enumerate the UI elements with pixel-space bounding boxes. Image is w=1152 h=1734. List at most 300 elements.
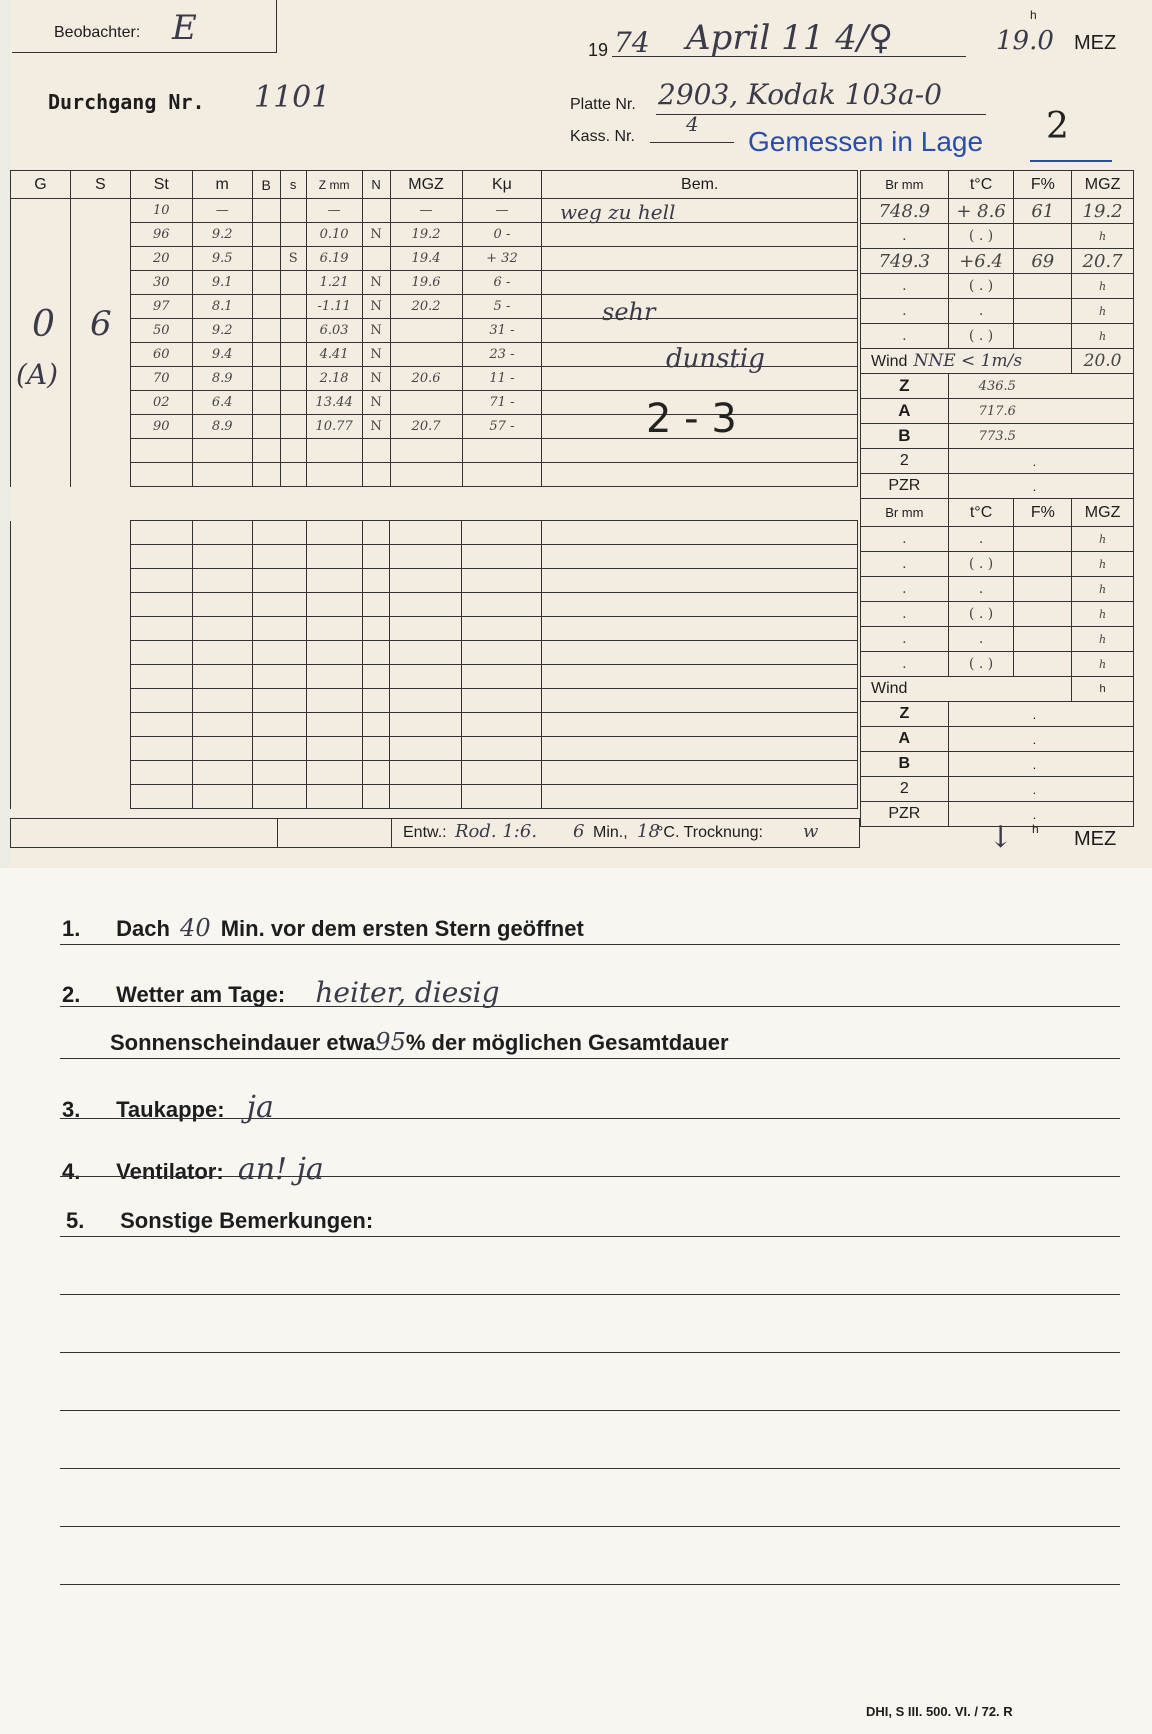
cell-k xyxy=(462,439,542,463)
cell-mgz xyxy=(390,463,462,487)
wx-cell-f xyxy=(1014,652,1072,677)
wx-f-head: F% xyxy=(1014,171,1072,199)
cell-m: 9.5 xyxy=(192,247,252,271)
cell-k: 0 - xyxy=(462,223,542,247)
blank-cell xyxy=(130,737,192,761)
footer-arrow: ↓ xyxy=(988,820,1014,855)
cell-m: 9.4 xyxy=(192,343,252,367)
cell-k: 57 - xyxy=(462,415,542,439)
cell-m: — xyxy=(192,199,252,223)
wx-cell-t: + 8.6 xyxy=(948,199,1014,224)
mez-label: MEZ xyxy=(1074,32,1117,54)
wx-cell-mgz: h xyxy=(1072,577,1134,602)
cell-z: 1.21 xyxy=(306,271,362,295)
blank-cell xyxy=(306,521,362,545)
cell-m: 8.9 xyxy=(192,367,252,391)
cell-z: 4.41 xyxy=(306,343,362,367)
cell-m xyxy=(192,463,252,487)
weather-row xyxy=(861,652,1134,677)
blank-cell xyxy=(252,545,306,569)
s-value: 6 xyxy=(90,304,112,344)
wx-bottom-label: PZR xyxy=(861,802,949,827)
cell-z: — xyxy=(306,199,362,223)
blank-cell xyxy=(11,665,131,689)
weather-row xyxy=(861,249,1134,274)
table-row xyxy=(11,439,858,463)
g-cell xyxy=(11,223,71,247)
wx-cell-t: +6.4 xyxy=(948,249,1014,274)
s-cell xyxy=(70,343,130,367)
blank-cell xyxy=(130,593,192,617)
wx-br-head-2: Br mm xyxy=(861,499,949,527)
rule-8 xyxy=(60,1352,1120,1353)
wx-cell-br: 748.9 xyxy=(861,199,949,224)
bem-note-4: 2 - 3 xyxy=(646,396,737,442)
bem-cell xyxy=(542,295,858,319)
wx-cell-mgz: 19.2 xyxy=(1072,199,1134,224)
wx-cell-br: . xyxy=(861,552,949,577)
s-cell xyxy=(70,439,130,463)
blank-cell xyxy=(192,761,252,785)
wx-cell-mgz: h xyxy=(1072,224,1134,249)
wind-row xyxy=(861,349,1134,374)
cell-n: N xyxy=(362,343,390,367)
cell-z xyxy=(306,439,362,463)
blank-cell xyxy=(462,785,542,809)
q5-num: 5. xyxy=(66,1208,85,1233)
table-row xyxy=(11,319,858,343)
blank-cell xyxy=(542,593,858,617)
blank-cell xyxy=(11,569,131,593)
q1-label: Dach xyxy=(116,916,170,941)
blank-cell xyxy=(130,569,192,593)
blank-cell xyxy=(362,737,390,761)
date-underline xyxy=(612,56,966,57)
cell-b xyxy=(252,319,280,343)
cell-z: 2.18 xyxy=(306,367,362,391)
rule-5 xyxy=(60,1176,1120,1177)
wx-cell-br: 749.3 xyxy=(861,249,949,274)
cell-mgz: 19.2 xyxy=(390,223,462,247)
col-mgz: MGZ xyxy=(390,171,462,199)
g-cell xyxy=(11,463,71,487)
cell-b xyxy=(252,295,280,319)
cell-z xyxy=(306,463,362,487)
blank-cell xyxy=(252,593,306,617)
blank-cell xyxy=(130,785,192,809)
cell-k: + 32 xyxy=(462,247,542,271)
rule-11 xyxy=(60,1526,1120,1527)
q4-num: 4. xyxy=(62,1159,81,1184)
wx-cell-mgz: h xyxy=(1072,324,1134,349)
blank-cell xyxy=(252,617,306,641)
blank-cell xyxy=(192,785,252,809)
wx-cell-br: . xyxy=(861,224,949,249)
cell-n: N xyxy=(362,271,390,295)
blank-cell xyxy=(192,545,252,569)
blank-cell xyxy=(462,737,542,761)
wx-cell-mgz: h xyxy=(1072,602,1134,627)
cell-z: 6.19 xyxy=(306,247,362,271)
cell-b xyxy=(252,199,280,223)
blank-cell xyxy=(306,593,362,617)
gemessen-underline xyxy=(1030,160,1112,162)
s-cell xyxy=(70,199,130,223)
cell-small-s xyxy=(280,439,306,463)
weather-row xyxy=(861,199,1134,224)
q2-value: heiter, diesig xyxy=(315,976,500,1009)
weather-header-row xyxy=(861,171,1134,199)
blank-cell xyxy=(11,593,131,617)
blank-cell xyxy=(462,641,542,665)
bem-note-1: weg zu hell xyxy=(560,200,676,224)
bem-note-2: sehr xyxy=(602,298,656,326)
cell-k: 31 - xyxy=(462,319,542,343)
blank-cell xyxy=(252,689,306,713)
q1-rest: Min. vor dem ersten Stern geöffnet xyxy=(220,916,584,941)
blank-row xyxy=(11,545,858,569)
cell-m: 9.2 xyxy=(192,223,252,247)
wx-cell-f xyxy=(1014,527,1072,552)
rule-6 xyxy=(60,1236,1120,1237)
blank-table xyxy=(10,520,858,809)
blank-cell xyxy=(390,713,462,737)
blank-cell xyxy=(390,569,462,593)
blank-cell xyxy=(542,689,858,713)
trocknung-value: w xyxy=(803,821,819,842)
wx-cell-mgz: 20.7 xyxy=(1072,249,1134,274)
wx-cell-t: . xyxy=(948,527,1014,552)
cell-st: 97 xyxy=(130,295,192,319)
weather-table xyxy=(860,170,1134,827)
question-2 xyxy=(62,976,500,1009)
blank-row xyxy=(11,785,858,809)
durchgang-label: Durchgang Nr. xyxy=(48,90,205,114)
col-st: St xyxy=(130,171,192,199)
date-value: April 11 4/♀ xyxy=(686,18,894,58)
weather-row xyxy=(861,224,1134,249)
wind-label: Wind xyxy=(871,353,908,370)
cell-n xyxy=(362,439,390,463)
wx-cell-f: 69 xyxy=(1014,249,1072,274)
cell-small-s xyxy=(280,319,306,343)
blank-cell xyxy=(192,617,252,641)
question-4 xyxy=(62,1152,324,1187)
blank-row xyxy=(11,713,858,737)
table-header-row xyxy=(11,171,858,199)
wx-cell-br: . xyxy=(861,627,949,652)
blank-cell xyxy=(362,641,390,665)
blank-cell xyxy=(362,689,390,713)
wx-cell-br: . xyxy=(861,324,949,349)
cell-m: 8.1 xyxy=(192,295,252,319)
blank-cell xyxy=(11,737,131,761)
cell-n: N xyxy=(362,391,390,415)
cell-st: 50 xyxy=(130,319,192,343)
wx-b-label: B xyxy=(861,424,949,449)
cell-mgz: 19.4 xyxy=(390,247,462,271)
blank-cell xyxy=(192,641,252,665)
cell-n xyxy=(362,247,390,271)
wx-a-row xyxy=(861,399,1134,424)
cell-n: N xyxy=(362,295,390,319)
s-cell xyxy=(70,223,130,247)
footer-mez: MEZ xyxy=(1074,828,1117,850)
rule-4 xyxy=(60,1118,1120,1119)
blank-cell xyxy=(130,689,192,713)
blank-cell xyxy=(192,521,252,545)
blank-cell xyxy=(362,785,390,809)
blank-cell xyxy=(306,665,362,689)
wx-cell-f xyxy=(1014,299,1072,324)
table-row xyxy=(11,223,858,247)
cell-small-s xyxy=(280,415,306,439)
cell-m: 9.1 xyxy=(192,271,252,295)
g-cell xyxy=(11,439,71,463)
wx-cell-br: . xyxy=(861,527,949,552)
wx-cell-t: . xyxy=(948,299,1014,324)
footer-h: h xyxy=(1032,822,1039,836)
year-prefix: 19 xyxy=(588,40,609,60)
observation-card xyxy=(10,0,1152,868)
footer-divider-2 xyxy=(391,819,392,847)
blank-cell xyxy=(11,713,131,737)
q2b-rest: % der möglichen Gesamtdauer xyxy=(405,1030,729,1055)
blank-row xyxy=(11,521,858,545)
col-z: Z mm xyxy=(306,171,362,199)
q4-label: Ventilator: xyxy=(116,1159,224,1184)
wx-bottom-value: . xyxy=(948,702,1133,727)
wx-cell-f xyxy=(1014,324,1072,349)
durchgang-value: 1101 xyxy=(254,80,331,115)
weather-row xyxy=(861,627,1134,652)
wx-bottom-wind-label: Wind xyxy=(861,677,1072,702)
gemessen-label: Gemessen in Lage xyxy=(748,126,984,157)
question-sheet xyxy=(0,868,1152,1734)
wx-bottom-value: . xyxy=(948,752,1133,777)
wx-cell-mgz: h xyxy=(1072,299,1134,324)
cell-z: -1.11 xyxy=(306,295,362,319)
q1-num: 1. xyxy=(62,916,81,941)
rule-12 xyxy=(60,1584,1120,1585)
blank-cell xyxy=(462,761,542,785)
blank-row xyxy=(11,665,858,689)
blank-cell xyxy=(192,689,252,713)
question-2b xyxy=(110,1028,729,1056)
g-value: 0 xyxy=(32,304,55,345)
blank-cell xyxy=(306,617,362,641)
footer-row xyxy=(10,818,860,848)
wx-cell-f xyxy=(1014,577,1072,602)
cell-mgz: — xyxy=(390,199,462,223)
wx-bottom-label-row xyxy=(861,702,1134,727)
blank-cell xyxy=(252,785,306,809)
wx-bottom-value: . xyxy=(948,802,1133,827)
cell-k: 11 - xyxy=(462,367,542,391)
blank-cell xyxy=(362,617,390,641)
blank-cell xyxy=(11,545,131,569)
cell-b xyxy=(252,439,280,463)
cell-n: N xyxy=(362,319,390,343)
cell-small-s xyxy=(280,295,306,319)
wx-bottom-label: Z xyxy=(861,702,949,727)
wx-cell-br: . xyxy=(861,577,949,602)
beobachter-label: Beobachter: xyxy=(54,24,141,41)
wx-cell-br: . xyxy=(861,299,949,324)
cell-z: 0.10 xyxy=(306,223,362,247)
temp-label: °C. Trocknung: xyxy=(657,824,763,841)
rule-9 xyxy=(60,1410,1120,1411)
cell-small-s xyxy=(280,343,306,367)
wx-br-head: Br mm xyxy=(861,171,949,199)
cell-k: 5 - xyxy=(462,295,542,319)
cell-st: 96 xyxy=(130,223,192,247)
wx-b-row xyxy=(861,424,1134,449)
blank-cell xyxy=(542,665,858,689)
question-1 xyxy=(62,914,584,942)
q2b-value: 95 xyxy=(375,1028,406,1056)
s-cell xyxy=(70,367,130,391)
blank-cell xyxy=(11,785,131,809)
blank-cell xyxy=(390,617,462,641)
cell-mgz: 20.6 xyxy=(390,367,462,391)
blank-row xyxy=(11,689,858,713)
bem-note-3: dunstig xyxy=(666,344,765,374)
bem-cell xyxy=(542,271,858,295)
bem-cell xyxy=(542,247,858,271)
cell-st: 30 xyxy=(130,271,192,295)
wx-cell-f xyxy=(1014,552,1072,577)
time-value: 19.0 xyxy=(996,26,1054,56)
table-row xyxy=(11,199,858,223)
rule-10 xyxy=(60,1468,1120,1469)
cell-k xyxy=(462,463,542,487)
rule-7 xyxy=(60,1294,1120,1295)
blank-cell xyxy=(306,737,362,761)
cell-st: 90 xyxy=(130,415,192,439)
q2-num: 2. xyxy=(62,982,81,1007)
wx-cell-br: . xyxy=(861,652,949,677)
col-small-s: s xyxy=(280,171,306,199)
wx-pzr-value: . xyxy=(948,474,1133,499)
blank-cell xyxy=(462,593,542,617)
table-row xyxy=(11,463,858,487)
g-cell xyxy=(11,271,71,295)
wx-a-value: 717.6 xyxy=(948,399,1133,424)
blank-cell xyxy=(362,713,390,737)
blank-cell xyxy=(192,713,252,737)
blank-cell xyxy=(11,521,131,545)
blank-cell xyxy=(390,665,462,689)
cell-mgz: 20.2 xyxy=(390,295,462,319)
s-cell xyxy=(70,247,130,271)
weather-row xyxy=(861,552,1134,577)
cell-st: 10 xyxy=(130,199,192,223)
weather-row xyxy=(861,274,1134,299)
wx-bottom-wind-h: h xyxy=(1072,677,1134,702)
table-row xyxy=(11,247,858,271)
platte-label: Platte Nr. xyxy=(570,96,636,113)
cell-z: 6.03 xyxy=(306,319,362,343)
blank-cell xyxy=(130,617,192,641)
min-value: 6 xyxy=(573,821,585,842)
cell-k: 6 - xyxy=(462,271,542,295)
gemessen-value: 2 xyxy=(1046,106,1069,147)
cell-b xyxy=(252,271,280,295)
blank-cell xyxy=(390,641,462,665)
rule-2 xyxy=(60,1006,1120,1007)
q2-label: Wetter am Tage: xyxy=(116,982,286,1007)
kass-value: 4 xyxy=(686,112,699,136)
s-cell xyxy=(70,391,130,415)
wx-bottom-label-row xyxy=(861,727,1134,752)
year-suffix: 74 xyxy=(614,26,650,59)
blank-row xyxy=(11,761,858,785)
blank-cell xyxy=(462,569,542,593)
blank-cell xyxy=(130,713,192,737)
wx-2-value: . xyxy=(948,449,1133,474)
blank-cell xyxy=(390,689,462,713)
blank-cell xyxy=(306,713,362,737)
wx-t-head-2: t°C xyxy=(948,499,1014,527)
blank-cell xyxy=(542,569,858,593)
cell-b xyxy=(252,415,280,439)
cell-m: 6.4 xyxy=(192,391,252,415)
blank-cell xyxy=(252,713,306,737)
blank-cell xyxy=(542,713,858,737)
g-cell xyxy=(11,247,71,271)
question-5 xyxy=(66,1208,373,1234)
blank-cell xyxy=(542,737,858,761)
wx-t-head: t°C xyxy=(948,171,1014,199)
cell-n xyxy=(362,463,390,487)
platte-value: 2903, Kodak 103a-0 xyxy=(658,78,942,111)
blank-cell xyxy=(11,641,131,665)
blank-cell xyxy=(252,521,306,545)
blank-cell xyxy=(542,521,858,545)
cell-st: 70 xyxy=(130,367,192,391)
cell-b xyxy=(252,367,280,391)
cell-small-s xyxy=(280,391,306,415)
wx-cell-f xyxy=(1014,627,1072,652)
g-sub: (A) xyxy=(16,358,59,391)
kass-label: Kass. Nr. xyxy=(570,128,635,145)
blank-cell xyxy=(130,545,192,569)
wx-z-label: Z xyxy=(861,374,949,399)
blank-cell xyxy=(362,569,390,593)
cell-mgz xyxy=(390,343,462,367)
weather-row xyxy=(861,527,1134,552)
cell-z: 10.77 xyxy=(306,415,362,439)
blank-cell xyxy=(306,545,362,569)
col-g: G xyxy=(11,171,71,199)
blank-cell xyxy=(252,641,306,665)
cell-k: 23 - xyxy=(462,343,542,367)
blank-cell xyxy=(11,689,131,713)
wx-cell-t: ( . ) xyxy=(948,552,1014,577)
blank-cell xyxy=(542,785,858,809)
cell-n: N xyxy=(362,415,390,439)
col-n: N xyxy=(362,171,390,199)
g-cell xyxy=(11,199,71,223)
q1-value: 40 xyxy=(180,914,211,942)
blank-cell xyxy=(542,617,858,641)
q2b-label: Sonnenscheindauer etwa xyxy=(110,1030,376,1055)
rule-3 xyxy=(60,1058,1120,1059)
col-s: S xyxy=(70,171,130,199)
blank-cell xyxy=(462,545,542,569)
q3-value: ja xyxy=(246,1090,274,1125)
